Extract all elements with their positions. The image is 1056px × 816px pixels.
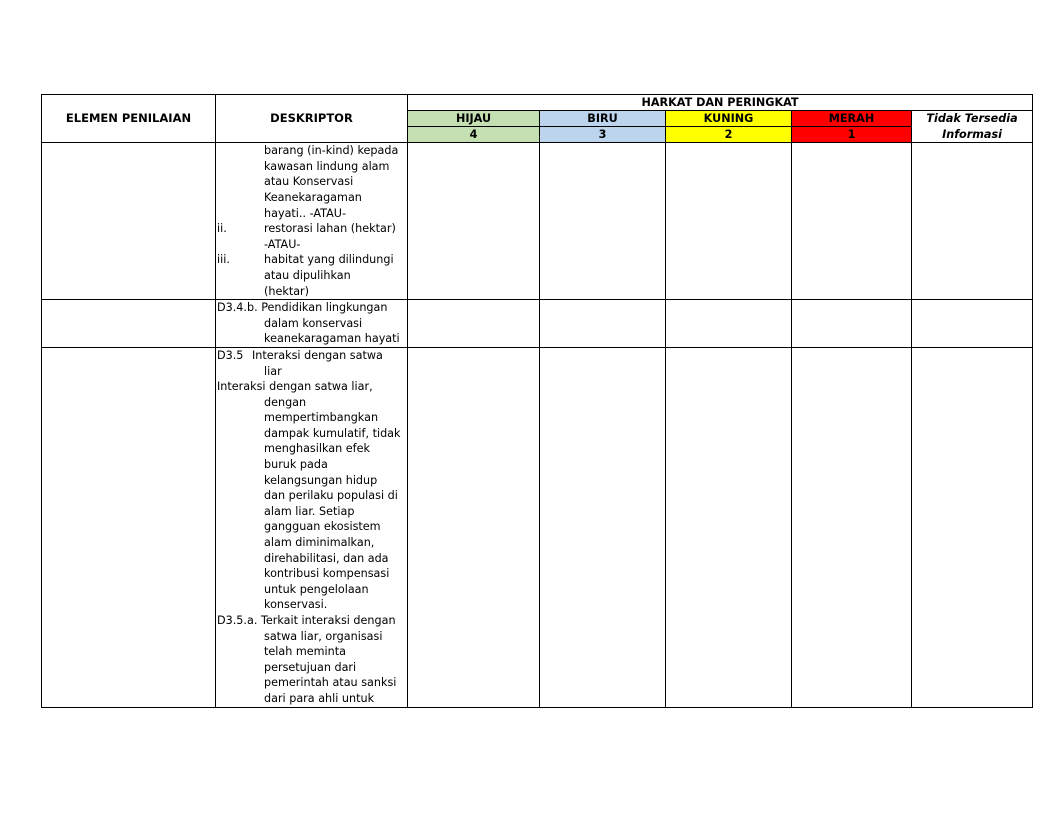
deskriptor-item-text: mempertimbangkan <box>264 411 379 425</box>
rating-cell <box>408 143 540 300</box>
deskriptor-item-text: satwa liar, organisasi <box>264 629 383 643</box>
deskriptor-line <box>217 190 406 206</box>
deskriptor-line <box>217 252 406 268</box>
deskriptor-line <box>217 644 406 660</box>
rating-cell <box>666 300 792 348</box>
deskriptor-item-text: direhabilitasi, dan ada <box>264 551 389 565</box>
deskriptor-line <box>217 284 406 300</box>
header-harkat-dan-peringkat: HARKAT DAN PERINGKAT <box>408 95 1033 111</box>
deskriptor-item-text: hayati.. -ATAU- <box>264 206 347 220</box>
assessment-table <box>41 94 1033 708</box>
deskriptor-item-text: telah meminta <box>264 645 346 659</box>
deskriptor-item-text: gangguan ekosistem <box>264 520 381 534</box>
rating-hijau-score: 4 <box>408 127 540 143</box>
deskriptor-line <box>217 519 406 535</box>
deskriptor-item-text: keanekaragaman hayati <box>264 332 400 346</box>
deskriptor-item-text: liar <box>264 364 282 378</box>
deskriptor-item-text: alam liar. Setiap <box>264 504 355 518</box>
deskriptor-line <box>217 348 406 364</box>
deskriptor-item-text: Terkait interaksi dengan <box>260 614 396 627</box>
table-row <box>42 347 1033 707</box>
deskriptor-line <box>217 441 406 457</box>
deskriptor-item-text: restorasi lahan (hektar) <box>264 222 396 236</box>
deskriptor-item-text: Pendidikan lingkungan <box>261 301 388 315</box>
deskriptor-line <box>217 206 406 222</box>
deskriptor-item-text: dengan <box>264 395 307 409</box>
deskriptor-line <box>217 300 406 316</box>
deskriptor-item-text: kelangsungan hidup <box>264 473 378 487</box>
deskriptor-line <box>217 566 406 582</box>
deskriptor-line <box>217 535 406 551</box>
deskriptor-item-text: habitat yang dilindungi <box>264 253 394 267</box>
deskriptor-item-text: menghasilkan efek <box>264 442 370 456</box>
rating-cell <box>540 347 666 707</box>
deskriptor-line <box>217 551 406 567</box>
rating-merah-score: 1 <box>792 127 912 143</box>
deskriptor-line <box>217 159 406 175</box>
deskriptor-item-text: Interaksi dengan satwa <box>252 348 383 362</box>
rating-biru-label: BIRU <box>540 111 666 127</box>
deskriptor-line <box>217 675 406 691</box>
deskriptor-line <box>217 268 406 284</box>
rating-cell <box>792 300 912 348</box>
deskriptor-line <box>217 237 406 253</box>
deskriptor-line <box>217 316 406 332</box>
elemen-penilaian-cell <box>42 300 216 348</box>
deskriptor-line <box>217 582 406 598</box>
rating-kuning-label: KUNING <box>666 111 792 127</box>
deskriptor-line <box>217 364 406 380</box>
rating-cell <box>912 143 1033 300</box>
deskriptor-item-text: untuk pengelolaan <box>264 582 369 596</box>
deskriptor-line <box>217 660 406 676</box>
rating-merah-label: MERAH <box>792 111 912 127</box>
rating-biru-score: 3 <box>540 127 666 143</box>
deskriptor-item-text: Interaksi dengan satwa liar, <box>217 380 373 394</box>
deskriptor-line <box>217 395 406 411</box>
rating-kuning-score: 2 <box>666 127 792 143</box>
deskriptor-line <box>217 174 406 190</box>
deskriptor-item-text: Keanekaragaman <box>264 190 362 204</box>
deskriptor-item-text: kawasan lindung alam <box>264 159 390 173</box>
deskriptor-item-label: D3.5 <box>217 348 244 362</box>
rating-cell <box>408 347 540 707</box>
deskriptor-line <box>217 488 406 504</box>
deskriptor-item-text: dari para ahli untuk <box>264 691 375 705</box>
deskriptor-item-text: buruk pada <box>264 458 328 472</box>
rating-cell <box>666 143 792 300</box>
deskriptor-item-label: ii. <box>217 222 227 236</box>
deskriptor-item-text: dampak kumulatif, tidak <box>264 426 401 440</box>
deskriptor-item-text: alam diminimalkan, <box>264 536 375 550</box>
rating-cell <box>912 347 1033 707</box>
table-row <box>42 300 1033 348</box>
rating-cell <box>408 300 540 348</box>
deskriptor-item-text: barang (in-kind) kepada <box>264 144 399 158</box>
deskriptor-line <box>217 504 406 520</box>
deskriptor-item-label: D3.5.a. <box>217 614 258 627</box>
deskriptor-item-text: dalam konservasi <box>264 316 363 330</box>
deskriptor-line <box>217 379 406 395</box>
deskriptor-item-text: kontribusi kompensasi <box>264 567 390 581</box>
deskriptor-line <box>217 221 406 237</box>
table-row <box>42 143 1033 300</box>
deskriptor-line <box>217 426 406 442</box>
deskriptor-line <box>217 629 406 645</box>
rating-hijau-label: HIJAU <box>408 111 540 127</box>
deskriptor-item-text: (hektar) <box>264 284 310 298</box>
deskriptor-item-text: -ATAU- <box>264 237 301 251</box>
deskriptor-line <box>217 457 406 473</box>
header-deskriptor: DESKRIPTOR <box>216 95 408 143</box>
rating-cell <box>540 300 666 348</box>
deskriptor-item-text: persetujuan dari <box>264 660 357 674</box>
deskriptor-line <box>217 410 406 426</box>
deskriptor-line <box>217 331 406 347</box>
elemen-penilaian-cell <box>42 347 216 707</box>
rating-cell <box>792 347 912 707</box>
deskriptor-item-text: dan perilaku populasi di <box>264 489 398 503</box>
elemen-penilaian-cell <box>42 143 216 300</box>
deskriptor-line <box>217 597 406 613</box>
deskriptor-cell <box>216 347 408 707</box>
deskriptor-line <box>217 613 406 629</box>
rating-tidak-tersedia-informasi <box>912 111 1033 143</box>
deskriptor-item-text: atau Konservasi <box>264 175 354 189</box>
header-elemen-penilaian: ELEMEN PENILAIAN <box>42 95 216 143</box>
deskriptor-cell <box>216 300 408 348</box>
deskriptor-item-label: D3.4.b. <box>217 301 258 315</box>
deskriptor-line <box>217 143 406 159</box>
deskriptor-cell <box>216 143 408 300</box>
na-line-2: Informasi <box>942 127 1002 141</box>
deskriptor-item-text: pemerintah atau sanksi <box>264 676 397 690</box>
deskriptor-line <box>217 691 406 707</box>
rating-cell <box>666 347 792 707</box>
rating-cell <box>792 143 912 300</box>
deskriptor-item-label: iii. <box>217 253 230 267</box>
deskriptor-item-text: atau dipulihkan <box>264 268 351 282</box>
deskriptor-item-text: konservasi. <box>264 598 328 612</box>
rating-cell <box>912 300 1033 348</box>
deskriptor-line <box>217 473 406 489</box>
na-line-1: Tidak Tersedia <box>926 112 1018 125</box>
rating-cell <box>540 143 666 300</box>
table-body <box>42 143 1033 707</box>
